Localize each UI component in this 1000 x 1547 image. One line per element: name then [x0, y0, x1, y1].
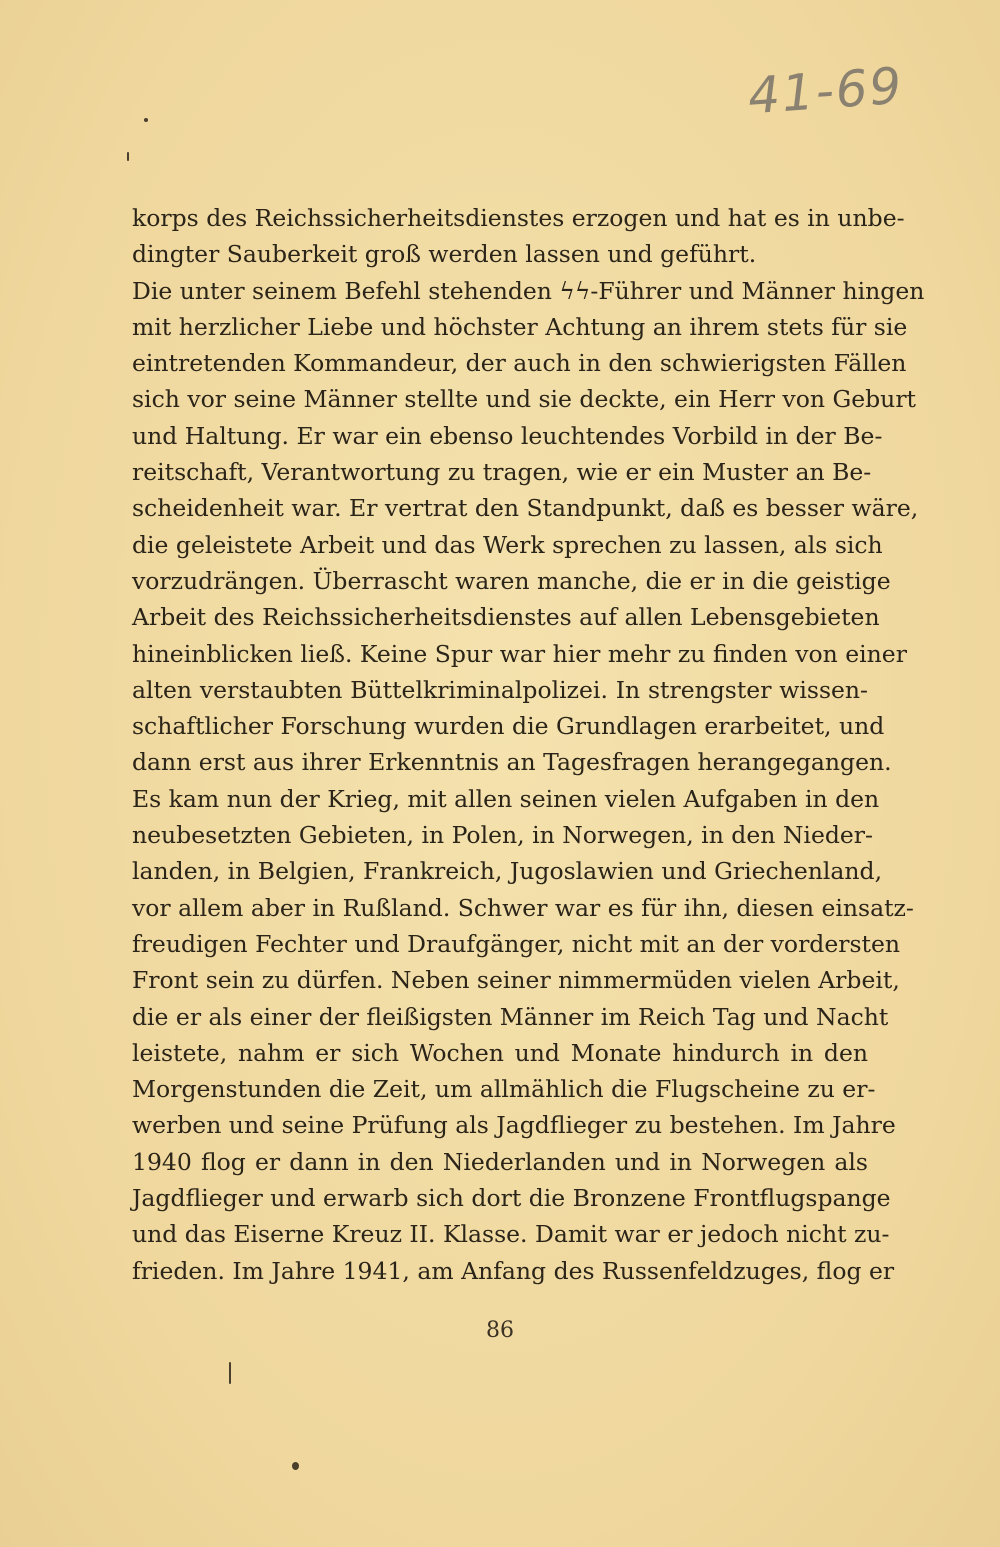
text-line: 1940 flog er dann in den Niederlanden und in Norwegen als: [132, 1147, 868, 1176]
text-line: werben und seine Prüfung als Jagdflieger zu bestehen. Im Jahre: [132, 1111, 896, 1140]
text-line: leistete, nahm er sich Wochen und Monate hindurch in den: [132, 1038, 868, 1067]
text-line: Front sein zu dürfen. Neben seiner nimmermüden vielen Arbeit,: [132, 966, 900, 995]
text-line: die geleistete Arbeit und das Werk sprechen zu lassen, als sich: [132, 530, 883, 559]
text-line: Es kam nun der Krieg, mit allen seinen vielen Aufgaben in den: [132, 784, 880, 813]
text-line: vorzudrängen. Überrascht waren manche, die er in die geistige: [132, 566, 891, 595]
text-line: alten verstaubten Büttelkriminalpolizei. In strengster wissen-: [132, 675, 868, 704]
text-line: scheidenheit war. Er vertrat den Standpunkt, daß es besser wäre,: [132, 494, 919, 523]
text-line: und das Eiserne Kreuz II. Klasse. Damit war er jedoch nicht zu-: [132, 1220, 890, 1249]
text-line: reitschaft, Verantwortung zu tragen, wie er ein Muster an Be-: [132, 458, 872, 487]
body-text: [132, 200, 925, 1289]
text-line: hineinblicken ließ. Keine Spur war hier mehr zu finden von einer: [132, 639, 907, 668]
text-line: korps des Reichssicherheitsdienstes erzogen und hat es in unbe-: [132, 204, 905, 232]
text-line: dingter Sauberkeit groß werden lassen und geführt.: [132, 240, 757, 269]
text-line: sich vor seine Männer stellte und sie deckte, ein Herr von Geburt: [132, 385, 916, 414]
text-line: schaftlicher Forschung wurden die Grundlagen erarbeitet, und: [132, 712, 885, 741]
page-number: 86: [486, 1318, 514, 1343]
text-line: mit herzlicher Liebe und höchster Achtung an ihrem stets für sie: [132, 312, 908, 341]
paper-speck: [229, 1362, 231, 1384]
paper-speck: [292, 1462, 299, 1470]
handwritten-annotation: 41-69: [746, 56, 906, 126]
text-line: landen, in Belgien, Frankreich, Jugoslawien und Griechenland,: [132, 857, 883, 886]
text-line: die er als einer der fleißigsten Männer im Reich Tag und Nacht: [132, 1002, 889, 1031]
text-line: eintretenden Kommandeur, der auch in den schwierigsten Fällen: [132, 349, 907, 378]
paper-speck: [144, 118, 148, 122]
text-line: Jagdflieger und erwarb sich dort die Bronzene Frontflugspange: [132, 1184, 891, 1213]
text-line: freudigen Fechter und Draufgänger, nicht mit an der vordersten: [132, 929, 901, 958]
paper-speck: [127, 152, 129, 161]
text-line: Morgenstunden die Zeit, um allmählich die Flugscheine zu er-: [132, 1075, 876, 1104]
text-line: neubesetzten Gebieten, in Polen, in Norwegen, in den Nieder-: [132, 821, 873, 850]
text-line: und Haltung. Er war ein ebenso leuchtendes Vorbild in der Be-: [132, 421, 883, 450]
text-line: Die unter seinem Befehl stehenden ϟϟ-Führer und Männer hingen: [132, 276, 925, 305]
text-line: frieden. Im Jahre 1941, am Anfang des Russenfeldzuges, flog er: [132, 1256, 895, 1285]
text-line: vor allem aber in Rußland. Schwer war es für ihn, diesen einsatz-: [132, 893, 914, 922]
text-line: Arbeit des Reichssicherheitsdienstes auf allen Lebensgebieten: [132, 603, 880, 632]
text-line: dann erst aus ihrer Erkenntnis an Tagesfragen herangegangen.: [132, 748, 892, 777]
